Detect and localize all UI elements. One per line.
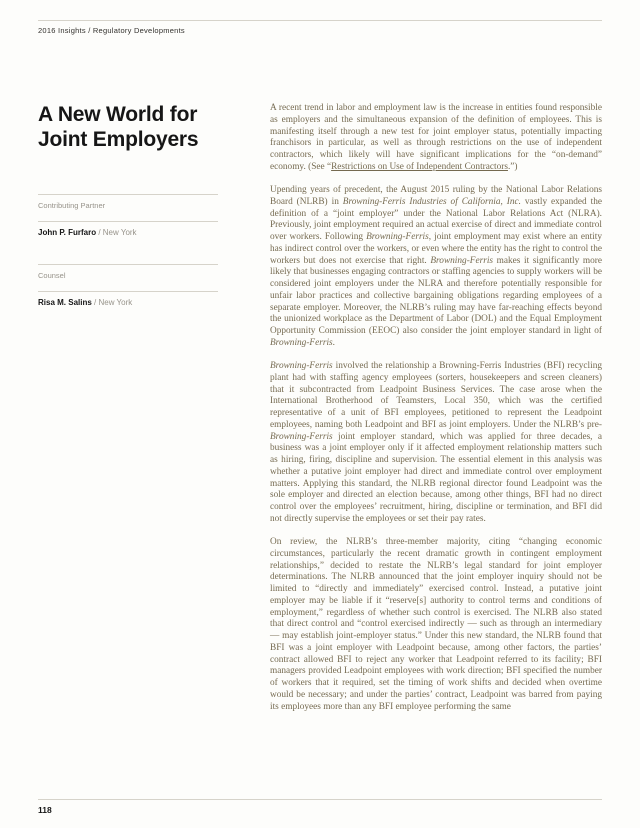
body-paragraph <box>270 103 602 174</box>
contributor-role: Counsel <box>38 264 218 291</box>
header-rule <box>38 20 602 21</box>
contributor-name: Risa M. Salins <box>38 298 92 307</box>
page-number: 118 <box>38 805 52 815</box>
article-title-line: A New World for <box>38 103 198 126</box>
running-head: 2016 Insights / Regulatory Developments <box>38 26 185 35</box>
contributor-role: Contributing Partner <box>38 194 218 221</box>
contributor-location: / New York <box>91 298 133 307</box>
article-sidebar <box>38 102 218 334</box>
article-body <box>270 103 602 725</box>
body-text-segment: , joint employment may exist where an entity has indirect control over the workers, or even where the entity has the right to control the workers but does not exercise that right. <box>270 232 602 266</box>
article-title-line: Joint Employers <box>38 128 199 151</box>
body-text-segment: Browning-Ferris Industries of California, Inc. <box>342 196 521 207</box>
body-text-segment: A recent trend in labor and employment law is the increase in entities found responsible as employers and the simultaneous expansion of the definition of employees. This is manifesting itself through a new test for joint employer status, potentially impacting franchisors in particular, as well as through restrictions on the use of independent contractors, which likely will have significant implications for the “on-demand” economy. (See “ <box>270 103 602 172</box>
body-text-segment: . <box>332 337 335 348</box>
body-text-segment: Browning-Ferris <box>270 431 333 442</box>
body-paragraph <box>270 361 602 526</box>
body-text-segment: vastly expanded the definition of a “joint employer” under the National Labor Relations Act (NLRA). Previously, joint employment required an actual exercise of direct and immediate control over workers. Following <box>270 196 602 242</box>
body-text-segment: joint employer standard, which was applied for three decades, a business was a joint employer only if it affected employment relationship matters such as hiring, firing, discipline and supervision. The essential element in this analysis was whether a putative joint employer had direct and immediate control over employment matters. Applying this standard, the NLRB regional director found Leadpoint was the sole employer and directed an election because, among other things, BFI had no direct control over the employees’ recruitment, hiring, discipline or termination, and BFI did not directly supervise the employees or set their pay rates. <box>270 431 602 524</box>
body-text-segment: .”) <box>507 161 518 172</box>
body-text-segment: Browning-Ferris <box>430 255 494 266</box>
body-text-segment: Upending years of precedent, the August 2015 ruling by the National Labor Relations Board (NLRB) in <box>270 185 602 207</box>
body-text-segment: makes it significantly more likely that businesses engaging contractors or staffing agencies to supply workers will be considered joint employers under the NLRA and therefore potentially responsible for unfair labor practices and collective bargaining obligations regarding employees of a separate employer. Moreover, the NLRB’s ruling may have far-reaching effects beyond the unionized workplace as the Department of Labor (DOL) and the Equal Employment Opportunity Commission (EEOC) also consider the joint employer standard in light of <box>270 255 602 336</box>
body-paragraph <box>270 537 602 713</box>
contributor-group <box>38 194 218 255</box>
contributor-location: / New York <box>96 228 137 237</box>
contributor-group <box>38 264 218 325</box>
body-text-segment: Browning-Ferris <box>270 361 333 371</box>
footer-rule <box>38 799 602 800</box>
body-paragraph <box>270 185 602 350</box>
article-title <box>38 102 218 152</box>
body-text-segment: Browning-Ferris <box>366 232 429 242</box>
body-text-segment: involved the relationship a Browning-Ferris Industries (BFI) recycling plant had with staffing agency employees (sorters, housekeepers and screen cleaners) that it subcontracted from Leadpoint Business Services. The case arose when the International Brotherhood of Teamsters, Local 350, which was the certified representative of a unit of BFI employees, petitioned to represent the Leadpoint employees, naming both Leadpoint and BFI as joint employers. Under the NLRB’s pre- <box>270 361 602 430</box>
contributor-name-row <box>38 291 218 325</box>
body-text-segment: Browning-Ferris <box>270 337 333 348</box>
contributor-name-row <box>38 221 218 255</box>
contributor-name: John P. Furfaro <box>38 228 97 237</box>
link-restrictions-on-use-of-independent-contractors[interactable]: Restrictions on Use of Independent Contractors <box>331 161 508 172</box>
body-text-segment: On review, the NLRB’s three-member majority, citing “changing economic circumstances, particularly the recent dramatic growth in contingent employment relationships,” decided to restate the NLRB’s legal standard for joint employer determinations. The NLRB announced that the joint employer inquiry should not be limited to “directly and immediately” exercised control. Instead, a putative joint employer may be liable if it “reserve[s] authority to control terms and conditions of employment,” regardless of whether such control is exercised. The NLRB also stated that direct control and “control exercised indirectly — such as through an intermediary — may establish joint-employer status.” Under this new standard, the NLRB found that BFI was a joint employer with Leadpoint because, among other factors, the parties’ contract allowed BFI to reject any worker that Leadpoint referred to its facility; BFI managers provided Leadpoint employees with work direction; BFI specified the number of workers that it required, set the timing of work shifts and decided when overtime would be necessary; and under the parties’ contract, Leadpoint was barred from paying its employees more than any BFI employee performing the same <box>270 537 602 712</box>
